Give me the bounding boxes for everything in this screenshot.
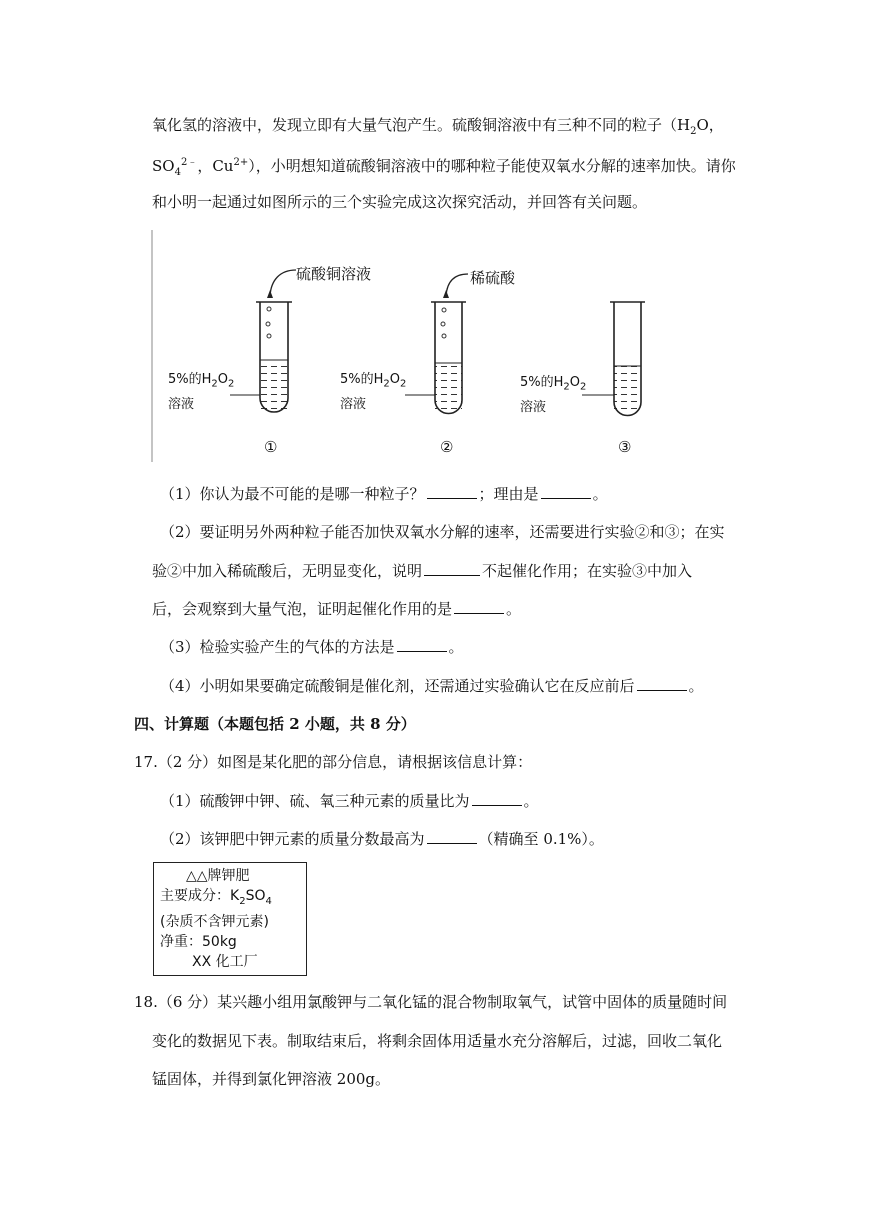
answer-blank[interactable] bbox=[541, 484, 591, 499]
tube-2 bbox=[405, 274, 468, 414]
tube-1-label: 硫酸铜溶液 bbox=[296, 265, 372, 283]
question-3: （3）检验实验产生的气体的方法是 。 bbox=[160, 638, 464, 656]
question-2-line-3: 后，会观察到大量气泡，证明起催化作用的是 。 bbox=[152, 600, 522, 618]
answer-blank[interactable] bbox=[424, 561, 480, 576]
label-net-weight: 净重：50kg bbox=[160, 933, 237, 950]
q18-line-1: 18.（6 分）某兴趣小组用氯酸钾与二氧化锰的混合物制取氧气，试管中固体的质量随时间 bbox=[134, 993, 728, 1011]
q18-line-2: 变化的数据见下表。制取结束后，将剩余固体用适量水充分溶解后，过滤，回收二氧化 bbox=[152, 1032, 723, 1050]
question-4: （4）小明如果要确定硫酸铜是催化剂，还需通过实验确认它在反应前后 。 bbox=[160, 677, 704, 695]
q17-part-1: （1）硫酸钾中钾、硫、氧三种元素的质量比为 。 bbox=[160, 792, 539, 810]
intro-line-1: 氧化氢的溶液中，发现立即有大量气泡产生。硫酸铜溶液中有三种不同的粒子（$H_2O$， bbox=[152, 116, 724, 137]
answer-blank[interactable] bbox=[454, 599, 504, 614]
answer-blank[interactable] bbox=[397, 637, 447, 652]
label-impurity: (杂质不含钾元素) bbox=[160, 913, 269, 930]
tube-2-number: ② bbox=[440, 438, 454, 456]
test-tubes-diagram bbox=[150, 230, 650, 462]
intro-line-3: 和小明一起通过如图所示的三个实验完成这次探究活动，并回答有关问题。 bbox=[152, 193, 648, 211]
answer-blank[interactable] bbox=[427, 484, 477, 499]
label-ingredient: 主要成分：$K_2SO_4$ bbox=[160, 888, 272, 907]
q17-part-2: （2）该钾肥中钾元素的质量分数最高为 （精确至 0.1%）。 bbox=[160, 830, 604, 848]
label-title: △△牌钾肥 bbox=[186, 868, 250, 884]
answer-blank[interactable] bbox=[472, 791, 522, 806]
tube-2-label: 稀硫酸 bbox=[470, 269, 516, 287]
tube-1-number: ① bbox=[264, 438, 278, 456]
question-2-line-2: 验②中加入稀硫酸后，无明显变化，说明 不起催化作用；在实验③中加入 bbox=[152, 562, 693, 580]
tube-3-number: ③ bbox=[618, 438, 632, 456]
section-heading: 四、计算题（本题包括 2 小题，共 8 分） bbox=[134, 715, 416, 733]
fertilizer-label bbox=[153, 862, 307, 976]
answer-blank[interactable] bbox=[427, 829, 477, 844]
question-1: （1）你认为最不可能的是哪一种粒子？ ；理由是 。 bbox=[160, 485, 608, 503]
solution-label-1: 5%的$H_2O_2$ 溶液 bbox=[168, 372, 235, 412]
solution-label-2: 5%的$H_2O_2$ 溶液 bbox=[340, 372, 407, 412]
experiment-figure bbox=[150, 230, 650, 462]
tube-3 bbox=[582, 302, 645, 416]
question-2-line-1: （2）要证明另外两种粒子能否加快双氧水分解的速率，还需要进行实验②和③；在实 bbox=[160, 523, 725, 541]
solution-label-3: 5%的$H_2O_2$ 溶液 bbox=[520, 375, 587, 415]
label-factory: XX 化工厂 bbox=[192, 953, 258, 970]
tube-1 bbox=[230, 270, 296, 412]
q17-stem: 17.（2 分）如图是某化肥的部分信息，请根据该信息计算： bbox=[134, 753, 533, 771]
answer-blank[interactable] bbox=[637, 676, 687, 691]
intro-line-2: $SO_4^{2﹣}$，$Cu^{2+}$），小明想知道硫酸铜溶液中的哪种粒子能使双氧水分解的速率加快。请你 bbox=[152, 157, 736, 178]
q18-line-3: 锰固体，并得到氯化钾溶液 200g。 bbox=[152, 1070, 391, 1088]
